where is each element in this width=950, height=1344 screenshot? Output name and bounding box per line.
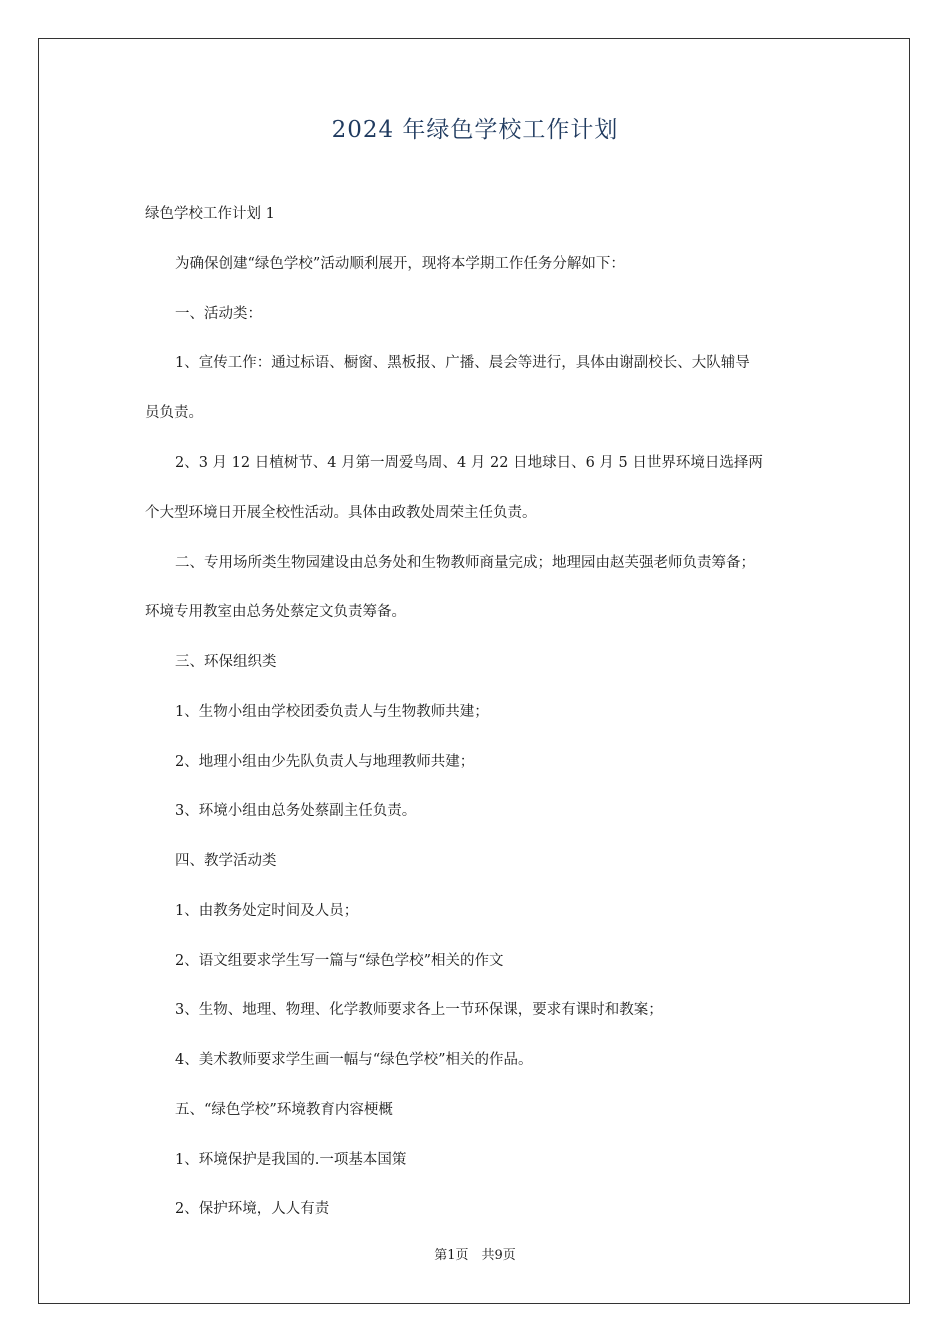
document-title: 2024 年绿色学校工作计划 — [331, 117, 619, 143]
paragraph-line: 二、专用场所类生物园建设由总务处和生物教师商量完成；地理园由赵芙强老师负责筹备； — [175, 555, 755, 571]
paragraph-line: 个大型环境日开展全校性活动。具体由政教处周荣主任负责。 — [145, 505, 537, 521]
list-item: 1、生物小组由学校团委负责人与生物教师共建； — [175, 704, 489, 720]
section-heading: 三、环保组织类 — [175, 654, 277, 670]
paragraph-line: 为确保创建“绿色学校”活动顺利展开，现将本学期工作任务分解如下： — [175, 256, 625, 272]
section-heading: 一、活动类： — [175, 306, 262, 322]
page-border — [38, 38, 910, 1304]
page-number: 第1页 共9页 — [434, 1248, 516, 1263]
paragraph-line: 员负责。 — [145, 405, 203, 421]
paragraph-line: 2、3 月 12 日植树节、4 月第一周爱鸟周、4 月 22 日地球日、6 月 5 日世界环境日选择两 — [175, 455, 763, 471]
section-heading: 绿色学校工作计划 1 — [145, 206, 275, 222]
list-item: 3、环境小组由总务处蔡副主任负责。 — [175, 803, 417, 819]
list-item: 2、语文组要求学生写一篇与“绿色学校”相关的作文 — [175, 953, 504, 969]
list-item: 2、保护环境，人人有责 — [175, 1201, 330, 1217]
list-item: 1、环境保护是我国的.一项基本国策 — [175, 1152, 407, 1168]
paragraph-line: 环境专用教室由总务处蔡定文负责筹备。 — [145, 604, 406, 620]
list-item: 3、生物、地理、物理、化学教师要求各上一节环保课，要求有课时和教案； — [175, 1002, 663, 1018]
section-heading: 五、“绿色学校”环境教育内容梗概 — [175, 1102, 393, 1118]
paragraph-line: 1、宣传工作：通过标语、橱窗、黑板报、广播、晨会等进行，具体由谢副校长、大队辅导 — [175, 355, 750, 371]
list-item: 1、由教务处定时间及人员； — [175, 903, 359, 919]
list-item: 4、美术教师要求学生画一幅与“绿色学校”相关的作品。 — [175, 1052, 533, 1068]
section-heading: 四、教学活动类 — [175, 853, 277, 869]
list-item: 2、地理小组由少先队负责人与地理教师共建； — [175, 754, 475, 770]
